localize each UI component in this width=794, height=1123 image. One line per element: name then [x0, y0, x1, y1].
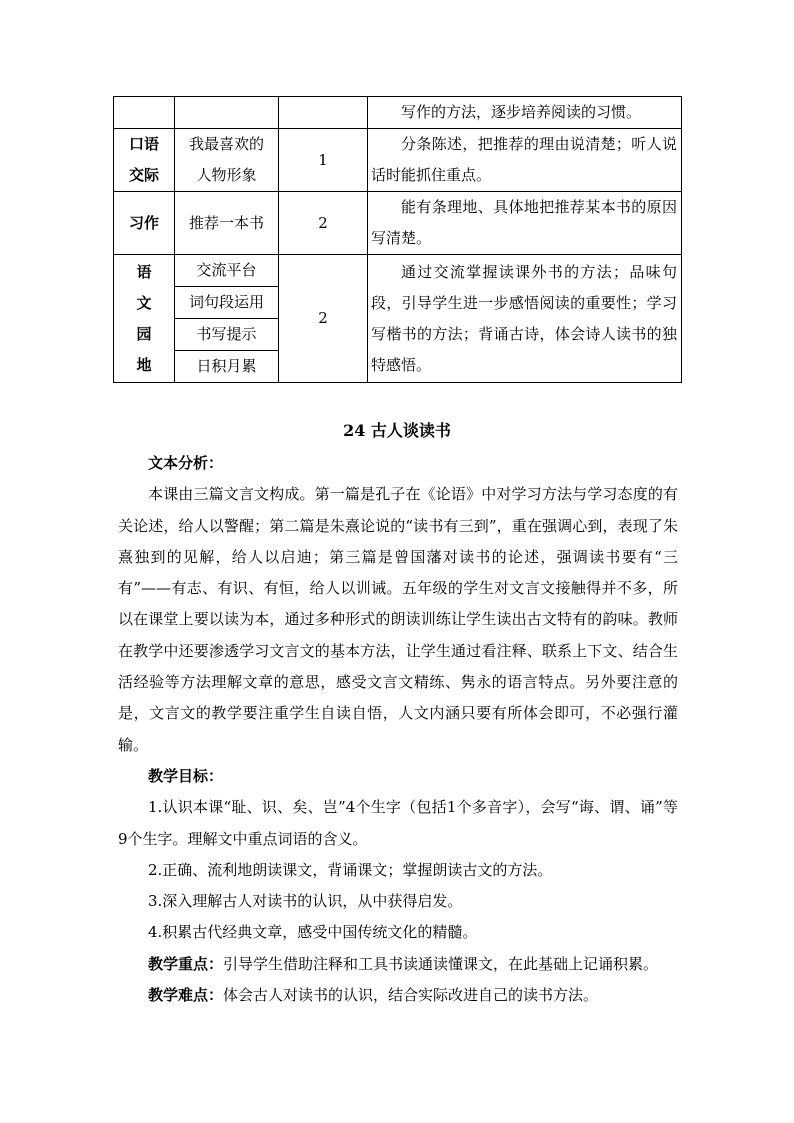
category-char: 语: [136, 262, 152, 281]
key-point: [118, 949, 678, 980]
cell-content: 推荐一本书: [175, 192, 279, 255]
goal-item: 4.积累古代经典文章，感受中国传统文化的精髓。: [148, 923, 478, 942]
difficult-text: 体会古人对读书的认识，结合实际改进自己的读书方法。: [223, 986, 599, 1005]
analysis-heading: 文本分析：: [148, 454, 224, 472]
difficult-point: [118, 980, 678, 1011]
category-line: 口语: [128, 135, 159, 153]
cell-empty: [114, 97, 175, 129]
goal-text: 能有条理地、具体地把推荐某本书的原因写清楚。: [371, 198, 677, 247]
cell-content: 词句段运用: [175, 287, 279, 319]
goal-item: 3.深入理解古人对读书的认识，从中获得启发。: [148, 892, 463, 911]
category-char: 文: [136, 293, 152, 312]
key-text: 引导学生借助注释和工具书读通读懂课文，在此基础上记诵积累。: [223, 954, 659, 973]
cell-hours: 2: [279, 255, 368, 383]
key-label: 教学重点：: [148, 954, 224, 973]
goals-heading: 教学目标：: [148, 766, 224, 785]
cell-content: 书写提示: [175, 319, 279, 351]
curriculum-table: [113, 96, 682, 383]
cell-category: [114, 129, 175, 192]
goal-text: 分条陈述，把推荐的理由说清楚；听人说话时能抓住重点。: [371, 135, 677, 184]
cell-hours: 2: [279, 192, 368, 255]
content-line: 我最喜欢的: [188, 135, 264, 153]
category-char: 园: [136, 324, 152, 343]
cell-content: [175, 129, 279, 192]
cell-empty: [175, 97, 279, 129]
cell-goal: [368, 129, 682, 192]
category-char: 地: [136, 355, 152, 374]
table-row: [114, 255, 682, 287]
cell-empty: [279, 97, 368, 129]
table-row: [114, 97, 682, 129]
analysis-text: 本课由三篇文言文构成。第一篇是孔子在《论语》中对学习方法与学习态度的有关论述，给人以警醒；第二篇是朱熹论说的“读书有三到”，重在强调心到，表现了朱熹独到的见解，给人以启迪；第三篇是曾国藩对读书的论述，强调读书要有“三有”——有志、有识、有恒，给人以训诫。五年级的学生对文言文接触得并不多，所以在课堂上要以读为本，通过多种形式的朗读训练让学生读出古文特有的韵味。教师在教学中还要渗透学习文言文的基本方法，让学生通过看注释、联系上下文、结合生活经验等方法理解文章的意思，感受文言文精练、隽永的语言特点。另外要注意的是，文言文的教学要注重学生自读自悟，人文内涵只要有所体会即可，不必强行灌输。: [118, 485, 678, 754]
content-line: 人物形象: [196, 166, 257, 184]
cell-category: 习作: [114, 192, 175, 255]
lesson-body: [118, 448, 678, 1011]
cell-hours: 1: [279, 129, 368, 192]
goal-text: 通过交流掌握读课外书的方法；品味句段，引导学生进一步感悟阅读的重要性；学习写楷书的方法；背诵古诗，体会诗人读书的独特感悟。: [371, 262, 677, 374]
cell-goal: [368, 255, 682, 383]
table-row: [114, 129, 682, 192]
cell-goal: [368, 192, 682, 255]
cell-category: [114, 255, 175, 383]
lesson-title: 24 古人谈读书: [343, 421, 451, 440]
category-line: 交际: [128, 166, 159, 184]
goal-item: 2.正确、流利地朗读课文，背诵课文；掌握朗读古文的方法。: [148, 860, 553, 879]
cell-content: 交流平台: [175, 255, 279, 287]
goal-text: 写作的方法，逐步培养阅读的习惯。: [401, 103, 642, 121]
cell-content: 日积月累: [175, 351, 279, 383]
table-row: [114, 192, 682, 255]
difficult-label: 教学难点：: [148, 986, 224, 1005]
goal-item: 1.认识本课“耻、识、矣、岂”4个生字（包括1个多音字），会写“诲、谓、诵”等9个生字。理解文中重点词语的含义。: [118, 798, 678, 848]
cell-goal: [368, 97, 682, 129]
